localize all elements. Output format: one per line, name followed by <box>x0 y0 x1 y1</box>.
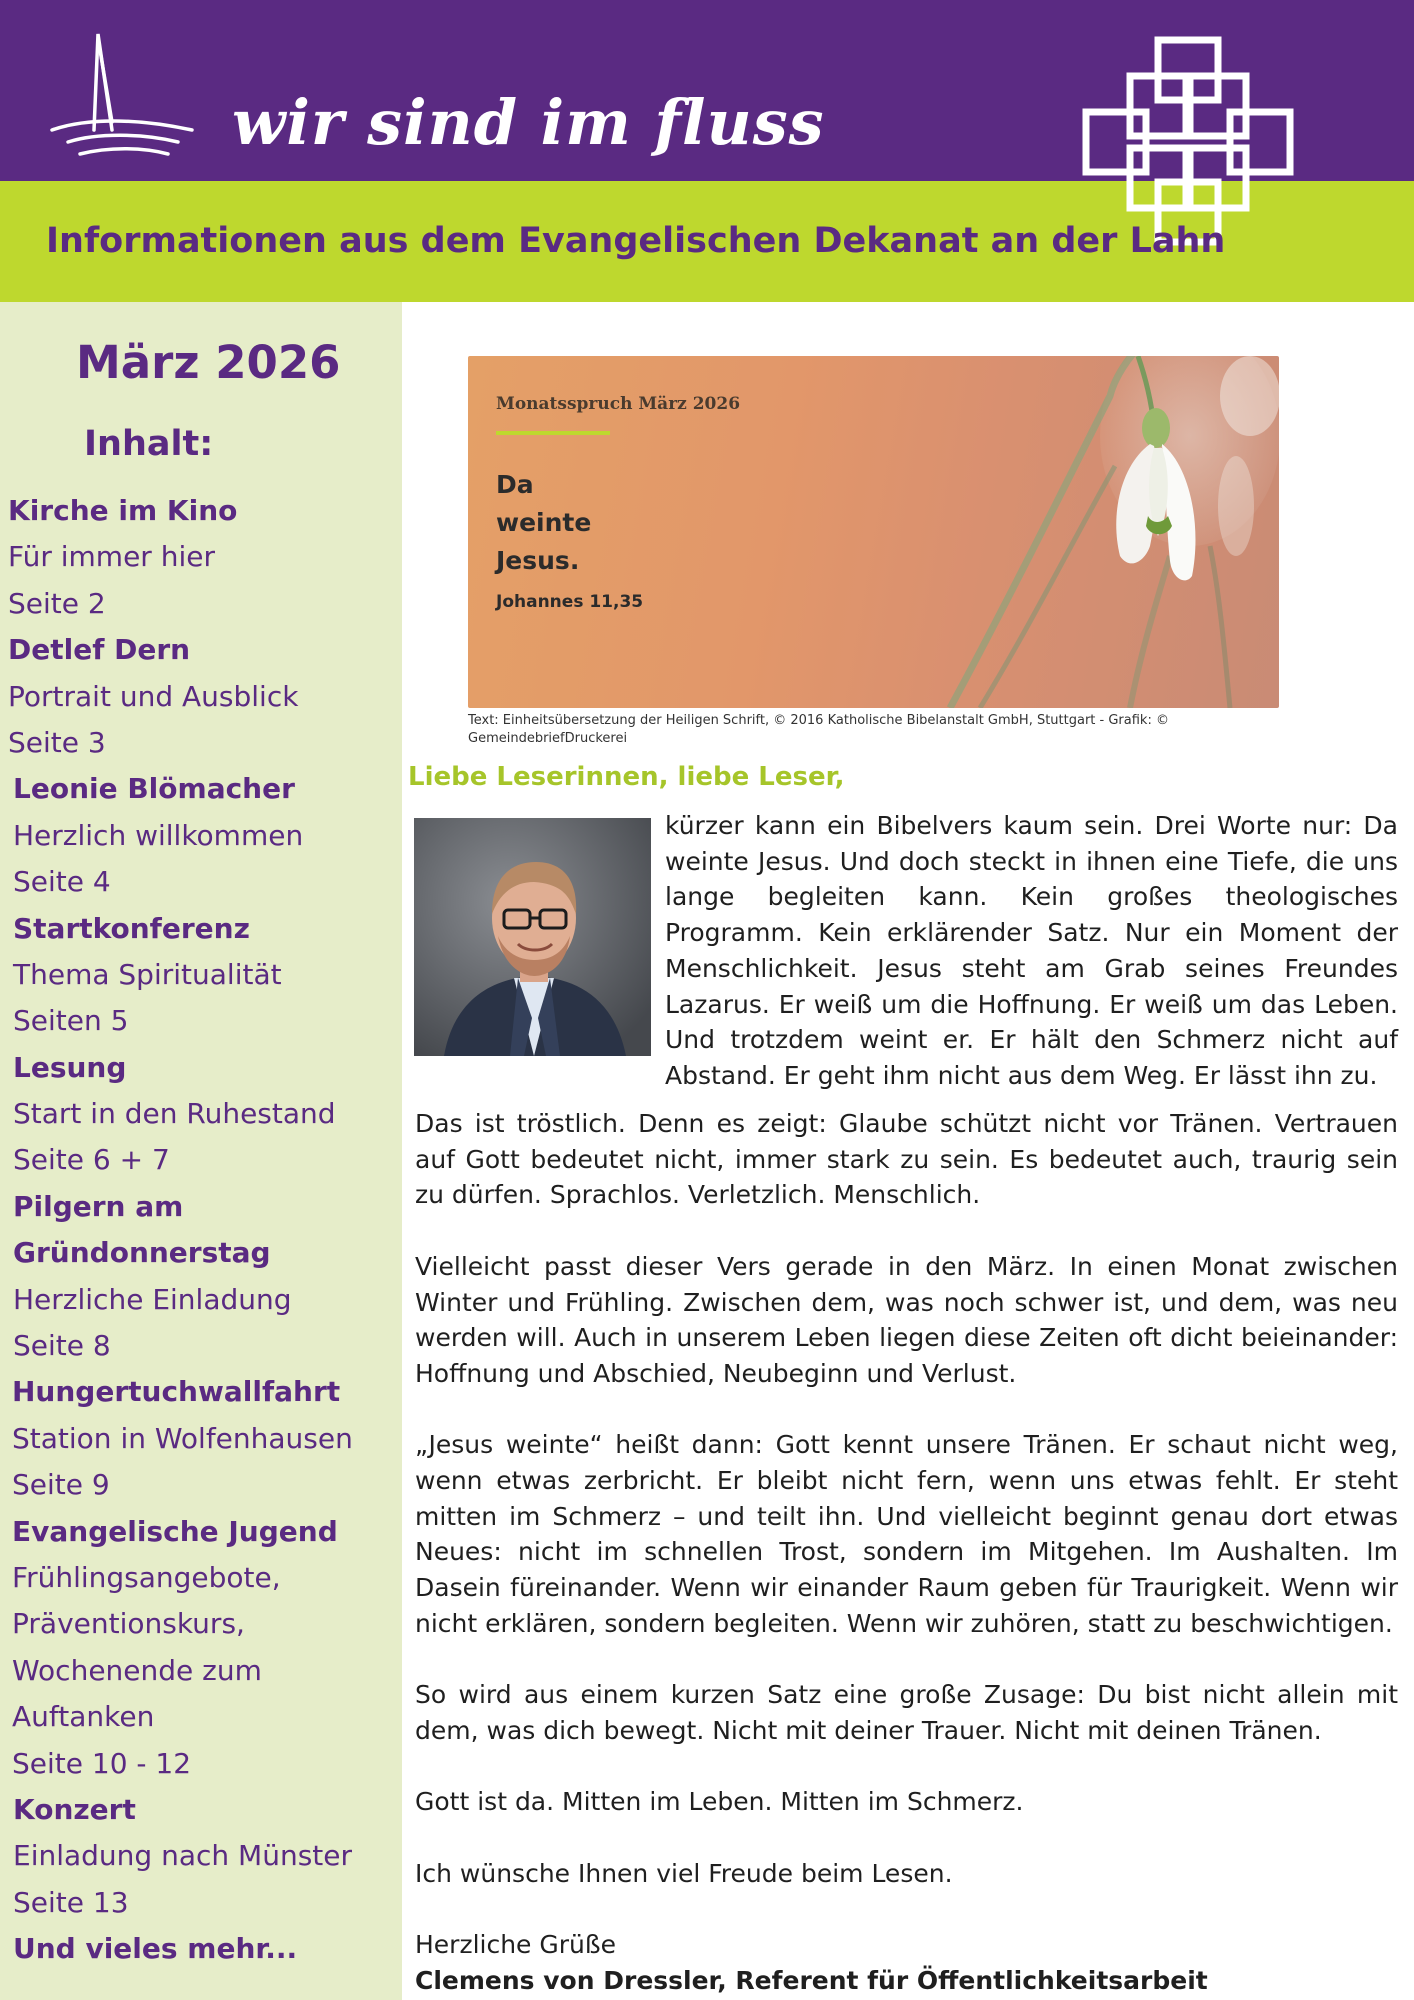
monthly-verse-banner <box>468 356 1279 708</box>
toc-item: Konzert <box>13 1792 136 1826</box>
toc-item: Seite 8 <box>13 1329 111 1363</box>
toc-item: Einladung nach Münster <box>13 1839 352 1873</box>
toc-item: Seite 3 <box>8 725 106 759</box>
letter-paragraph-1: Das ist tröstlich. Denn es zeigt: Glaube schützt nicht vor Tränen. Vertrauen auf Gott bedeutet nicht, immer stark zu sein. Es bedeutet auch, traurig sein zu dürfen. Sprachlos. Verletzlich. Menschlich. <box>415 1109 1398 1210</box>
cross-logo-icon <box>1082 36 1294 246</box>
verse-kicker: Monatsspruch März 2026 <box>496 394 741 414</box>
letter-paragraph-4: So wird aus einem kurzen Satz eine große Zusage: Du bist nicht allein mit dem, was dich bewegt. Nicht mit deiner Trauer. Nicht mit deinen Tränen. <box>415 1680 1398 1745</box>
toc-item: Evangelische Jugend <box>12 1514 338 1548</box>
toc-item: Seite 2 <box>8 586 106 620</box>
boat-logo-icon <box>46 30 196 170</box>
snowdrop-flower-illustration <box>940 356 1279 708</box>
toc-item: Kirche im Kino <box>8 494 238 527</box>
verse-reference: Johannes 11,35 <box>496 592 644 612</box>
toc-item: Wochenende zum <box>12 1653 262 1687</box>
toc-item: Gründonnerstag <box>13 1236 271 1270</box>
toc-item: Portrait und Ausblick <box>8 679 299 713</box>
toc-item: Thema Spiritualität <box>13 957 282 991</box>
table-of-contents <box>0 488 400 1973</box>
verse-line-1: Da <box>496 470 534 499</box>
toc-item: Seite 10 - 12 <box>12 1746 192 1780</box>
toc-item: Frühlingsangebote, <box>12 1560 281 1594</box>
banner-credit: Text: Einheitsübersetzung der Heiligen Schrift, © 2016 Katholische Bibelanstalt GmbH, Stuttgart - Grafik: © GemeindebriefDruckerei <box>468 713 1169 746</box>
toc-item: Seite 9 <box>12 1468 110 1502</box>
verse-text <box>496 466 591 580</box>
toc-item: Und vieles mehr... <box>13 1932 298 1966</box>
letter-paragraph-2: Vielleicht passt dieser Vers gerade in den März. In einen Monat zwischen Winter und Frühling. Zwischen dem, was noch schwer ist, und dem, was neu werden will. Auch in unserem Leben liegen diese Zeiten oft dicht beieinander: Hoffnung und Abschied, Neubeginn und Verlust. <box>415 1251 1398 1388</box>
letter-signature: Clemens von Dressler, Referent für Öffentlichkeitsarbeit <box>415 1965 1208 1995</box>
author-portrait-photo <box>414 818 651 1056</box>
toc-item: Detlef Dern <box>8 633 191 667</box>
toc-heading: Inhalt: <box>84 424 214 464</box>
toc-item: Pilgern am <box>13 1189 184 1223</box>
toc-item: Seite 6 + 7 <box>13 1143 170 1177</box>
toc-item: Hungertuchwallfahrt <box>12 1375 341 1409</box>
letter-paragraph-5: Gott ist da. Mitten im Leben. Mitten im Schmerz. <box>415 1787 1024 1817</box>
toc-item: Lesung <box>13 1050 127 1084</box>
brand-title: wir sind im fluss <box>232 86 825 159</box>
toc-item: Herzliche Einladung <box>13 1282 292 1316</box>
toc-item: Seiten 5 <box>13 1004 129 1038</box>
letter-greeting: Liebe Leserinnen, liebe Leser, <box>408 762 845 792</box>
letter-paragraph-3: „Jesus weinte“ heißt dann: Gott kennt unsere Tränen. Er schaut nicht weg, wenn etwas zerbricht. Er bleibt nicht fern, wenn uns etwas fehlt. Er steht mitten im Schmerz – und teilt ihn. Und vielleicht beginnt genau dort etwas Neues: nicht im schnellen Trost, sondern im Mitgehen. Im Aushalten. Im Dasein füreinander. Wenn wir einander Raum geben für Traurigkeit. Wenn wir nicht erklären, sondern begleiten. Wenn wir zuhören, statt zu beschwichtigen. <box>415 1430 1398 1638</box>
toc-item: Für immer hier <box>8 540 215 574</box>
kicker-divider <box>496 431 610 435</box>
verse-line-2: weinte <box>496 508 592 537</box>
letter-signoff <box>415 1927 1398 1998</box>
toc-item: Auftanken <box>12 1700 155 1734</box>
issue-month: März 2026 <box>76 336 341 389</box>
newsletter-subtitle: Informationen aus dem Evangelischen Dekanat an der Lahn <box>46 221 1226 261</box>
toc-item: Seite 4 <box>13 865 111 899</box>
toc-item: Herzlich willkommen <box>13 818 304 852</box>
toc-item: Präventionskurs, <box>12 1607 245 1641</box>
toc-item: Leonie Blömacher <box>13 772 295 806</box>
toc-item: Startkonferenz <box>13 911 250 945</box>
letter-paragraph-6: Ich wünsche Ihnen viel Freude beim Lesen. <box>415 1858 953 1888</box>
letter-closing: Herzliche Grüße <box>415 1930 617 1960</box>
toc-item: Start in den Ruhestand <box>13 1097 336 1131</box>
toc-item: Station in Wolfenhausen <box>12 1421 353 1455</box>
letter-body <box>415 1106 1398 1998</box>
letter-intro: kürzer kann ein Bibelvers kaum sein. Drei Worte nur: Da weinte Jesus. Und doch steckt in ihnen eine Tiefe, die uns lange begleiten kann. Kein großes theologisches Programm. Kein erklärender Satz. Nur ein Moment der Menschlichkeit. Jesus steht am Grab seines Freundes Lazarus. Er weiß um die Hoffnung. Er weiß um das Leben. Und trotzdem weint er. Er hält den Schmerz nicht auf Abstand. Er geht ihm nicht aus dem Weg. Er lässt ihn zu. <box>665 811 1398 1090</box>
toc-item: Seite 13 <box>13 1885 129 1919</box>
verse-line-3: Jesus. <box>496 546 580 575</box>
